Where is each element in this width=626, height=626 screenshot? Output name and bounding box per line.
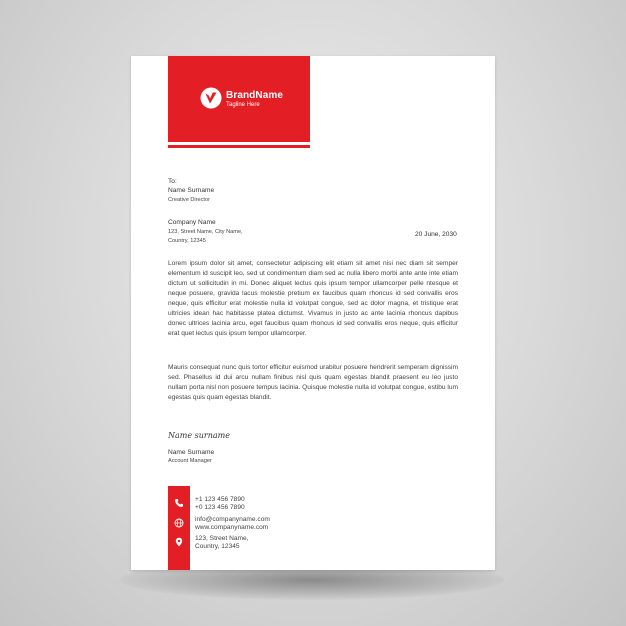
phone-icon <box>174 498 184 508</box>
body-paragraph-2: Mauris consequat nunc quis tortor efficitur euismod urabitur posuere hendrerit semperam dignissim sed. Phasellus id dui arcu nullam finibus nisl quis quam egestas blandit praesent eu leo justo nullam porta nisl non posuere tempus lacinia. Quisque molestie nulla id volutpat congue, estibu lum egestas quis quam egestas blandit. <box>168 364 458 401</box>
signature-script: Name surname <box>168 431 230 440</box>
contact-website: www.companyname.com <box>195 524 269 531</box>
contact-icon-bar <box>168 486 190 570</box>
contact-address-line2: Country, 12345 <box>195 543 240 550</box>
brand-tagline: Tagline Here <box>226 102 260 108</box>
location-pin-icon <box>174 537 184 547</box>
brand-name: BrandName <box>226 90 284 101</box>
recipient-name: Name Surname <box>168 187 215 194</box>
body-paragraph-1: Lorem ipsum dolor sit amet, consectetur adipiscing elit etiam sit amet nisi nec diam sit semper elementum id suscipit leo, sed ut condimentum diam sed ac nulla libero morbi ante ante inte etiam dictum ut sollicitudin in mi. Donec aliquet lectus quis ipsum tempor ullamcorper pelle ntesque et neque posuere, gravida lacus molestie pretium ex faucibus quam rhoncus id sed convallis eros neque, quis efficitur erat molestie nulla id volutpat congue, sed ac dolor magna, et tristique erat ultricies idean hac habitasse platea dictumst. Vivamus in justo ac ante lacinia rhoncus dapibus donec ultrices lacinia arcu, eget faucibus quam rhoncus id sed convallis eros neque, quis efficitur erat quet lectus quis ipsum tempor ullamcorper. <box>168 260 458 337</box>
contact-phone-2: +0 123 456 7890 <box>195 504 245 511</box>
contact-address-line1: 123, Street Name, <box>195 535 249 542</box>
letterhead-page <box>131 56 495 570</box>
brand-underline <box>168 145 310 148</box>
contact-phone-1: +1 123 456 7890 <box>195 496 245 503</box>
recipient-title: Creative Director <box>168 197 210 203</box>
company-address-line1: 123, Street Name, City Name, <box>168 229 243 235</box>
signer-title: Account Manager <box>168 458 212 464</box>
company-name: Company Name <box>168 219 216 226</box>
globe-icon <box>174 518 184 528</box>
brand-logo-icon <box>200 87 222 109</box>
signer-name: Name Surname <box>168 449 215 456</box>
brand-header-block <box>168 56 310 142</box>
to-label: To: <box>168 178 177 185</box>
contact-email: info@companyname.com <box>195 516 270 523</box>
letter-date: 20 June, 2030 <box>415 231 457 238</box>
company-address-line2: Country, 12345 <box>168 238 206 244</box>
